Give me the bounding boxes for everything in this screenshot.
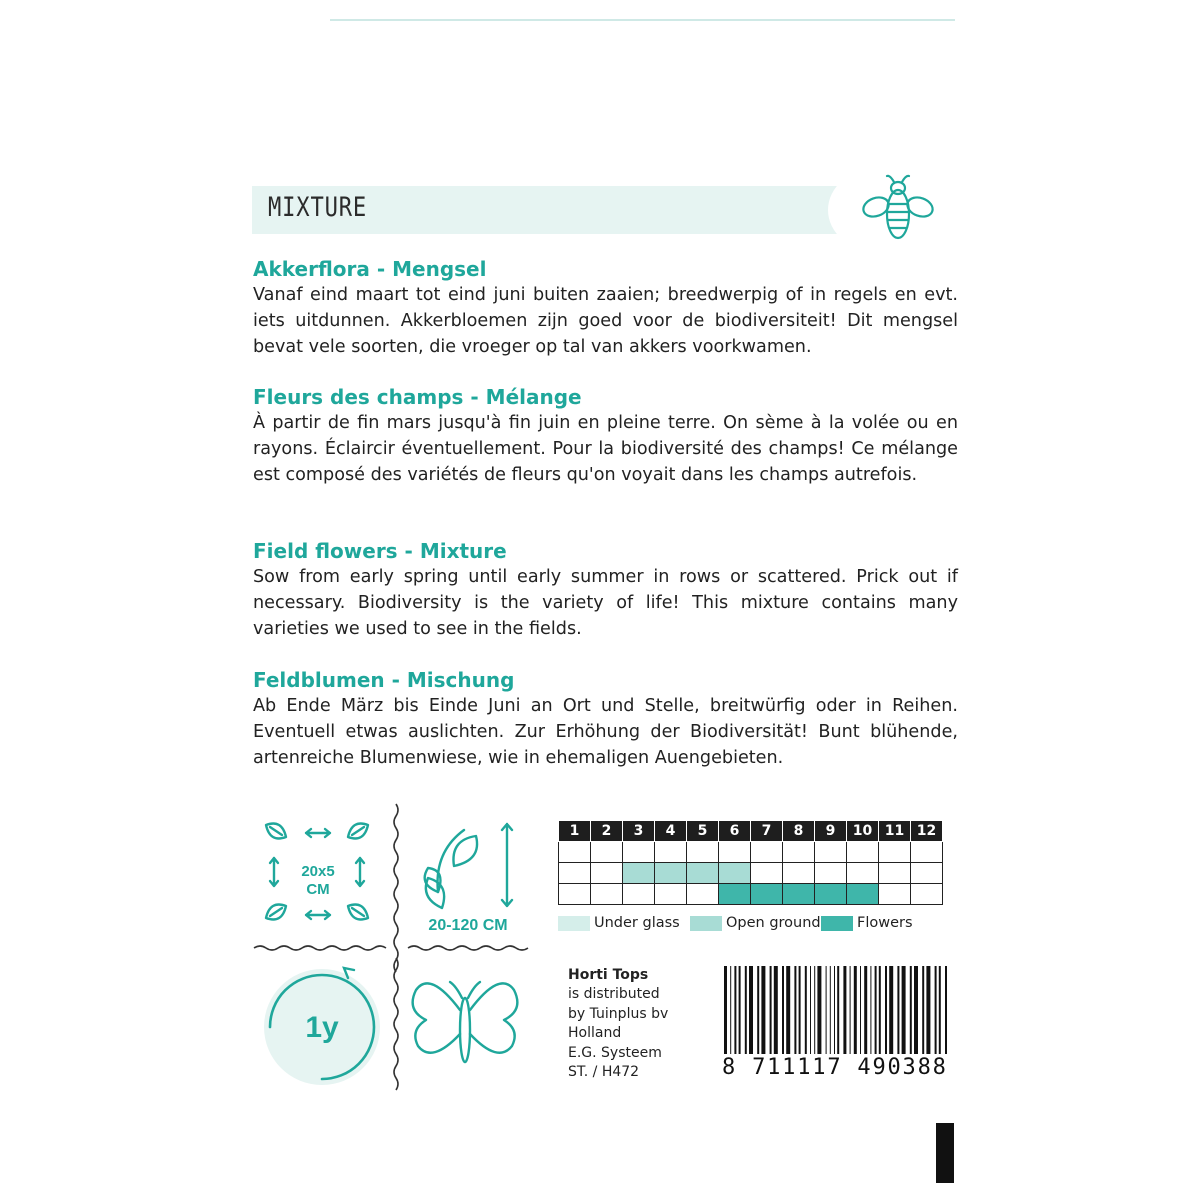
month-cell: 8 xyxy=(783,821,815,842)
calendar-cell xyxy=(783,842,815,863)
section-text: Ab Ende März bis Einde Juni an Ort und Stelle, breitwürfig oder in Reihen. Eventuell etwas auslichten. Zur Erhöhung der Biodiversität! Bunt blühende, artenreiche Blumenwiese, wie in ehemaligen Auengebieten. xyxy=(253,696,958,768)
legend-swatch-open-ground xyxy=(690,916,722,931)
barcode-bar xyxy=(885,966,887,1054)
distributor-info xyxy=(568,966,668,1082)
barcode-bar xyxy=(739,966,741,1054)
section-title: Fleurs des champs - Mélange xyxy=(253,385,582,409)
calendar-cell xyxy=(815,863,847,884)
barcode-bar xyxy=(879,966,881,1054)
butterfly-icon xyxy=(413,982,518,1062)
calendar-cell xyxy=(623,884,655,905)
barcode-bar xyxy=(745,966,747,1054)
distributor-line: ST. / H472 xyxy=(568,1064,640,1081)
top-divider-line xyxy=(330,19,955,21)
calendar-cell xyxy=(751,863,783,884)
barcode-bar xyxy=(749,966,753,1054)
barcode-bar xyxy=(786,966,790,1054)
mixture-banner xyxy=(252,186,892,234)
calendar-cell xyxy=(751,842,783,863)
barcode-bar xyxy=(914,966,918,1054)
barcode-bar xyxy=(810,966,811,1054)
month-cell: 12 xyxy=(911,821,943,842)
barcode-bar xyxy=(870,966,871,1054)
calendar-cell xyxy=(591,863,623,884)
legend-open-ground xyxy=(690,913,821,933)
calendar-cell xyxy=(687,863,719,884)
barcode-bar xyxy=(799,966,801,1054)
distributor-line: by Tuinplus bv xyxy=(568,1005,669,1022)
calendar-cell xyxy=(815,842,847,863)
mixture-label: MIXTURE xyxy=(268,192,368,223)
month-cell: 9 xyxy=(815,821,847,842)
month-cell: 3 xyxy=(623,821,655,842)
month-header-row xyxy=(559,821,943,842)
flowers-row xyxy=(559,884,943,905)
section-english xyxy=(253,538,958,642)
calendar-cell xyxy=(847,842,879,863)
section-text: Vanaf eind maart tot eind juni buiten zaaien; breedwerpig of in regels en evt. iets uitdunnen. Akkerbloemen zijn goed voor de biodiversiteit! Dit mengsel bevat vele soorten, die vroeger op tal van akkers voorkwamen. xyxy=(253,285,958,357)
barcode-number: 8 711117 490388 xyxy=(722,1055,948,1080)
icon-panel xyxy=(250,800,550,1100)
calendar-cell xyxy=(559,842,591,863)
calendar-cell xyxy=(847,884,879,905)
calendar-cell xyxy=(655,884,687,905)
distributor-line: E.G. Systeem xyxy=(568,1044,662,1061)
bee-icon xyxy=(858,172,938,244)
barcode-bar xyxy=(761,966,765,1054)
section-text: Sow from early spring until early summer in rows or scattered. Prick out if necessary. Biodiversity is the variety of life! This mixture contains many varieties we used to see in the fields. xyxy=(253,567,958,639)
legend-label: Open ground xyxy=(726,915,821,931)
barcode-bar xyxy=(814,966,815,1054)
barcode-bar xyxy=(922,966,924,1054)
under-glass-row xyxy=(559,842,943,863)
legend-swatch-under-glass xyxy=(558,916,590,931)
barcode-bar xyxy=(724,966,727,1054)
distributor-brand: Horti Tops xyxy=(568,967,649,983)
barcode-bar xyxy=(770,966,772,1054)
barcode-bar xyxy=(935,966,937,1054)
barcode-bar xyxy=(730,966,731,1054)
spacing-value: 20x5 xyxy=(301,863,335,880)
month-cell: 2 xyxy=(591,821,623,842)
section-german xyxy=(253,667,958,771)
barcode-bar xyxy=(897,966,899,1054)
spacing-unit: CM xyxy=(306,881,330,898)
plant-height-icon xyxy=(425,824,512,908)
barcode-bar xyxy=(774,966,778,1054)
barcode-bar xyxy=(826,966,827,1054)
barcode-bar xyxy=(837,966,839,1054)
calendar-cell xyxy=(783,863,815,884)
calendar-cell xyxy=(911,842,943,863)
calendar-cell xyxy=(847,863,879,884)
month-cell: 11 xyxy=(879,821,911,842)
legend-label: Flowers xyxy=(857,915,913,931)
month-cell: 1 xyxy=(559,821,591,842)
calendar-cell xyxy=(559,863,591,884)
calendar-cell xyxy=(655,842,687,863)
distributor-line: Holland xyxy=(568,1025,622,1042)
barcode-bar xyxy=(875,966,877,1054)
barcode-bar xyxy=(794,966,796,1054)
calendar-cell xyxy=(719,842,751,863)
calendar-cell xyxy=(591,884,623,905)
calendar-cell xyxy=(591,842,623,863)
barcode-bar xyxy=(864,966,867,1054)
barcode-bar xyxy=(910,966,912,1054)
calendar-cell xyxy=(783,884,815,905)
month-cell: 4 xyxy=(655,821,687,842)
legend-swatch-flowers xyxy=(821,916,853,931)
barcode-bar xyxy=(860,966,861,1054)
calendar-cell xyxy=(879,863,911,884)
legend-under-glass xyxy=(558,913,680,933)
barcode-bar xyxy=(889,966,893,1054)
section-french xyxy=(253,384,958,488)
barcode-bar xyxy=(830,966,831,1054)
calendar-cell xyxy=(879,842,911,863)
section-text: À partir de fin mars jusqu'à fin juin en pleine terre. On sème à la volée ou en rayons. Éclaircir éventuellement. Pour la biodiversité des champs! Ce mélange est composé des variétés de fleurs qu'on voyait dans les champs autrefois. xyxy=(253,413,958,485)
calendar-cell xyxy=(687,842,719,863)
barcode-bar xyxy=(817,966,821,1054)
section-title: Field flowers - Mixture xyxy=(253,539,507,563)
calendar-cell xyxy=(623,842,655,863)
calendar-cell xyxy=(751,884,783,905)
calendar-cell xyxy=(719,884,751,905)
calendar-cell xyxy=(687,884,719,905)
barcode-bar xyxy=(850,966,851,1054)
barcode-bar xyxy=(757,966,759,1054)
section-title: Feldblumen - Mischung xyxy=(253,668,515,692)
calendar-cell xyxy=(655,863,687,884)
barcode-bar xyxy=(939,966,941,1054)
calendar-cell xyxy=(815,884,847,905)
barcode-bar xyxy=(854,966,857,1054)
barcode-bar xyxy=(805,966,807,1054)
section-title: Akkerflora - Mengsel xyxy=(253,257,487,281)
distributor-line: is distributed xyxy=(568,986,660,1003)
plant-height-value: 20-120 CM xyxy=(428,917,508,934)
barcode-bar xyxy=(945,966,947,1054)
legend-label: Under glass xyxy=(594,915,680,931)
open-ground-row xyxy=(559,863,943,884)
barcode-bar xyxy=(843,966,846,1054)
barcode-bar xyxy=(734,966,736,1054)
calendar-cell xyxy=(623,863,655,884)
barcode-bar xyxy=(834,966,835,1054)
section-dutch xyxy=(253,256,958,360)
barcode-bar xyxy=(902,966,906,1054)
calendar-cell xyxy=(879,884,911,905)
sowing-calendar xyxy=(558,821,943,905)
calendar-cell xyxy=(911,884,943,905)
month-cell: 6 xyxy=(719,821,751,842)
lifecycle-value: 1y xyxy=(305,1011,339,1044)
barcode-bar xyxy=(782,966,784,1054)
barcode-bar xyxy=(926,966,930,1054)
black-marker-bar xyxy=(936,1123,954,1183)
month-cell: 5 xyxy=(687,821,719,842)
month-cell: 10 xyxy=(847,821,879,842)
calendar-cell xyxy=(719,863,751,884)
month-cell: 7 xyxy=(751,821,783,842)
legend-flowers xyxy=(821,913,913,933)
calendar-cell xyxy=(911,863,943,884)
barcode xyxy=(722,966,952,1054)
calendar-cell xyxy=(559,884,591,905)
